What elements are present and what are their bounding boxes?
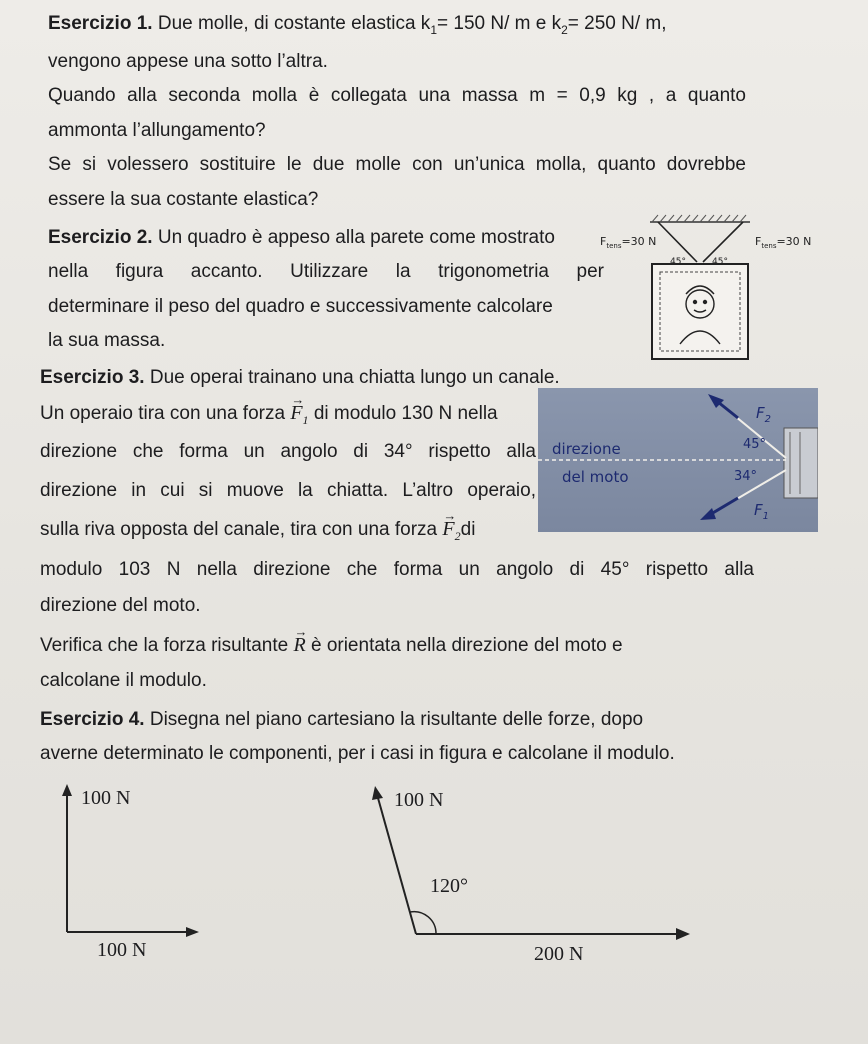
- ex4-line-1: [40, 708, 643, 732]
- k1-sub: 1: [430, 22, 437, 37]
- ex1-text: = 250 N/ m,: [567, 13, 667, 34]
- f1-label: $F_1$: [754, 501, 770, 522]
- angle-45-label: 45°: [743, 437, 767, 452]
- left-string: [658, 222, 697, 262]
- f-tens-left-label: $F_{tens}=30$ N: [600, 235, 657, 250]
- ex4-text: Disegna nel piano cartesiano la risultante delle forze, dopo: [149, 709, 644, 730]
- ex2-line-2: nella figura accanto. Utilizzare la trigonometria per: [48, 261, 604, 282]
- ex1-line-6: essere la sua costante elastica?: [48, 189, 319, 210]
- vector-up-arrowhead: [62, 784, 72, 796]
- ex4-title: Esercizio 4.: [40, 709, 145, 730]
- figA-bottom-label: 100 N: [97, 939, 147, 961]
- picture-hanging-figure: [600, 212, 820, 362]
- figB-bottom-label: 200 N: [534, 943, 584, 965]
- canal-figure: [538, 388, 818, 532]
- ex3-text: è orientata nella direzione del moto e: [310, 635, 623, 656]
- f1-vector: → $F_1$: [290, 401, 308, 432]
- r-vector: → R: [293, 633, 305, 657]
- ex3-text: sulla riva opposta del canale, tira con una forza: [40, 519, 438, 540]
- f2-label: $F_2$: [756, 404, 772, 425]
- ex2-title: Esercizio 2.: [48, 227, 153, 248]
- ex3-line-2: direzione che forma un angolo di 34° rispetto alla: [40, 441, 536, 462]
- vector-figure-b: [360, 780, 700, 980]
- f2-vector: → $F_2$: [442, 517, 460, 548]
- vector-diagonal: [378, 798, 416, 934]
- ex2-line-3: determinare il peso del quadro e successivamente calcolare: [48, 296, 553, 317]
- ex2-line-4: la sua massa.: [48, 330, 166, 351]
- ceiling-hatch: [652, 215, 746, 222]
- ex1-line-1: [48, 12, 667, 42]
- k2-sub: 2: [561, 22, 568, 37]
- angle-left-label: 45°: [670, 257, 686, 267]
- ex1-line-3: Quando alla seconda molla è collegata una massa m = 0,9 kg , a quanto: [48, 85, 746, 106]
- ex3-line-7: [40, 633, 754, 658]
- ex1-line-5: Se si volessero sostituire le due molle con un’unica molla, quanto dovrebbe: [48, 154, 746, 175]
- ex1-title: Esercizio 1.: [48, 13, 153, 34]
- figA-top-label: 100 N: [81, 787, 131, 809]
- ex3-title: Esercizio 3.: [40, 367, 145, 388]
- ex3-line-6: direzione del moto.: [40, 595, 201, 616]
- vector-right-arrowhead: [186, 927, 199, 937]
- ex3-line-4: [40, 517, 475, 548]
- direction-label-2: del moto: [562, 468, 629, 486]
- ex3-line-title: [40, 366, 560, 390]
- ex2-line-1: [48, 226, 555, 250]
- ex3-text: Due operai trainano una chiatta lungo un canale.: [149, 367, 560, 388]
- ex3-text: Verifica che la forza risultante: [40, 635, 289, 656]
- ex3-line-1: [40, 401, 498, 432]
- angle-34-label: 34°: [734, 469, 758, 484]
- right-string: [703, 222, 743, 262]
- vector-figure-a: [55, 780, 205, 970]
- figB-top-label: 100 N: [394, 789, 444, 811]
- ex3-line-8: calcolane il modulo.: [40, 670, 207, 691]
- ex1-line-4: ammonta l’allungamento?: [48, 120, 266, 141]
- barge: [784, 428, 818, 498]
- ex1-line-2: vengono appese una sotto l’altra.: [48, 51, 328, 72]
- f-tens-right-label: $F_{tens}=30$ N: [755, 235, 812, 250]
- angle-right-label: 45°: [712, 257, 728, 267]
- ex2-text: Un quadro è appeso alla parete come mostrato: [157, 227, 555, 248]
- ex3-text: Un operaio tira con una forza: [40, 403, 286, 424]
- direction-label-1: direzione: [552, 440, 621, 458]
- ex3-line-3: direzione in cui si muove la chiatta. L’altro operaio,: [40, 480, 536, 501]
- figB-angle-label: 120°: [430, 875, 468, 897]
- ex1-text: Due molle, di costante elastica k: [157, 13, 431, 34]
- ex3-text: di: [460, 519, 476, 540]
- ex3-line-5: modulo 103 N nella direzione che forma un angolo di 45° rispetto alla: [40, 559, 754, 580]
- vector-horizontal-arrowhead: [676, 928, 690, 940]
- ex3-text: di modulo 130 N nella: [313, 403, 498, 424]
- vector-diagonal-arrowhead: [372, 786, 383, 800]
- ex1-text: = 150 N/ m e k: [437, 13, 562, 34]
- ex4-line-2: averne determinato le componenti, per i casi in figura e calcolane il modulo.: [40, 743, 675, 764]
